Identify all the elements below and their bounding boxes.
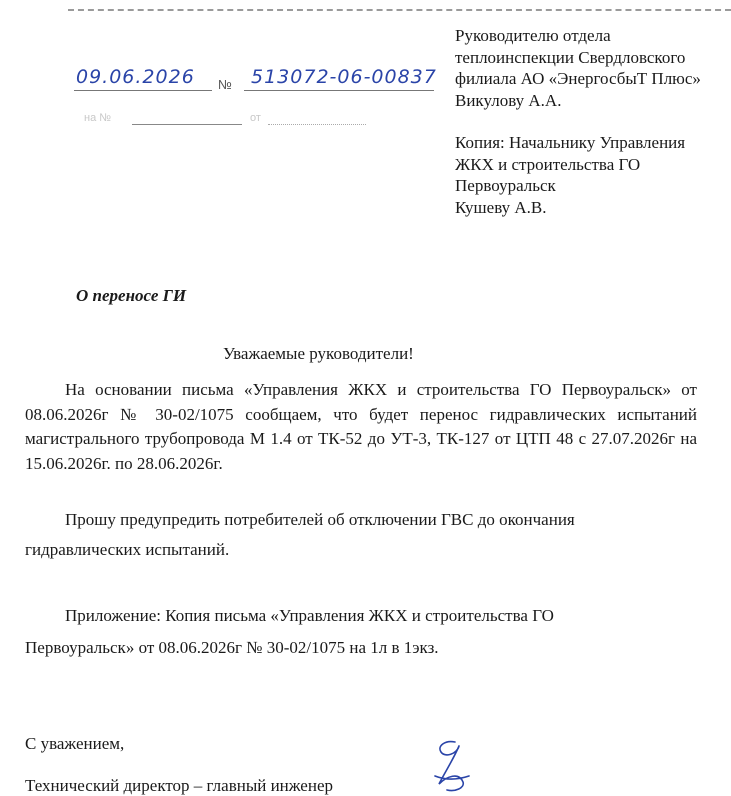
addressee-line: Викулову А.А.: [455, 90, 562, 110]
body-paragraph-1: На основании письма «Управления ЖКХ и строительства ГО Первоуральск» от 08.06.2026г № 30-02/1075 сообщаем, что будет перенос гидравлических испытаний магистрального трубопровода М 1.4 от ТК-52 до УТ-3, ТК-127 от ЦТП 48 с 27.07.2026г на 15.06.2026г. по 28.06.2026г.: [25, 380, 697, 473]
date-underline: [74, 90, 212, 91]
ref-number-line: [132, 124, 242, 125]
attachment-line-1: Приложение: Копия письма «Управления ЖКХ и строительства ГО: [65, 606, 554, 625]
faint-na-label: на №: [84, 112, 112, 124]
addressee-line: теплоинспекции Свердловского: [455, 47, 686, 67]
copy-line: Первоуральск: [455, 176, 556, 195]
body-paragraph-2-line-1: Прошу предупредить потребителей об отключении ГВС до окончания: [65, 510, 575, 529]
number-underline: [244, 90, 434, 91]
faint-ot-label: от: [250, 112, 261, 124]
addressee-block: [455, 25, 701, 218]
attachment-line-2: Первоуральск» от 08.06.2026г № 30-02/1075 на 1л в 1экз.: [25, 638, 439, 657]
subject-line: О переносе ГИ: [76, 286, 187, 305]
addressee-line: Руководителю отдела: [455, 26, 611, 45]
ref-date-line: [268, 124, 366, 125]
copy-line: ЖКХ и строительства ГО: [455, 154, 641, 174]
handwritten-number: 513072-06-00837: [251, 66, 437, 88]
copy-line: Кушеву А.В.: [455, 197, 547, 217]
closing: С уважением,: [25, 734, 125, 753]
signatory-title: Технический директор – главный инженер: [25, 776, 333, 795]
spacer: [455, 111, 701, 132]
registration-stamp: [76, 66, 436, 136]
addressee-line: филиала АО «ЭнергосбыТ Плюс»: [455, 69, 701, 88]
body-paragraph-2-line-2: гидравлических испытаний.: [25, 540, 230, 559]
top-rule: [68, 9, 731, 11]
number-sign: №: [218, 77, 232, 92]
copy-line: Копия: Начальнику Управления: [455, 133, 686, 152]
greeting: Уважаемые руководители!: [223, 344, 414, 363]
signature-icon: [425, 736, 485, 796]
handwritten-date: 09.06.2026: [76, 66, 195, 88]
